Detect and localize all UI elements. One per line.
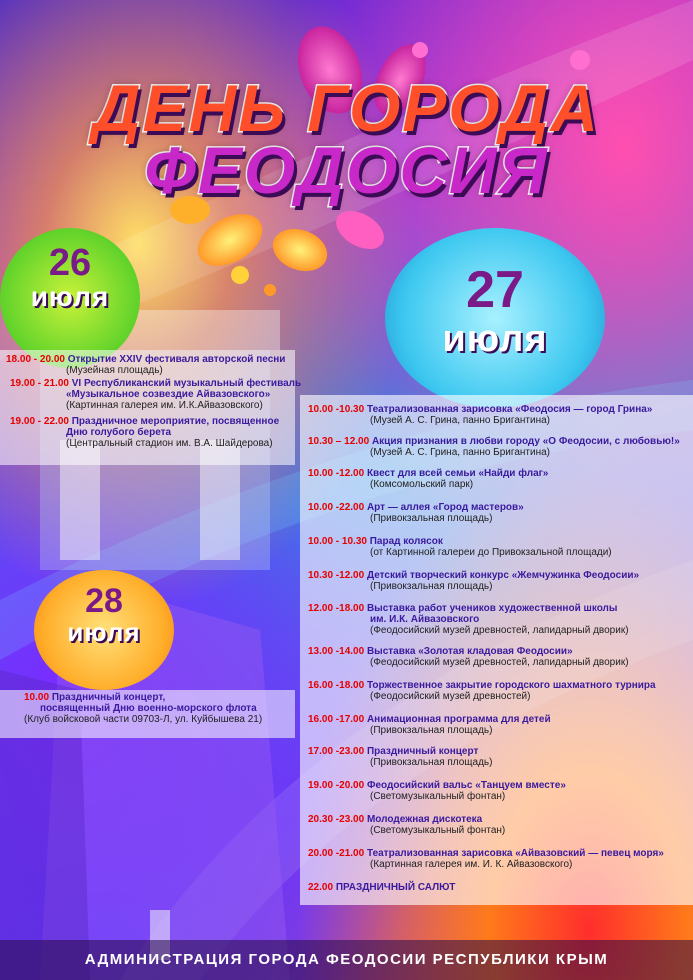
badge-month: июля [30,281,110,312]
date-badge-26 [0,228,140,368]
event-27-4: 10.00 -22.00 Арт — аллея «Город мастеров» (Привокзальная площадь) [308,502,524,524]
date-badge-28 [34,570,174,690]
event-27-9: 16.00 -18.00 Торжественное закрытие городского шахматного турнира (Феодосийский музей древностей) [308,680,656,702]
event-27-3: 10.00 -12.00 Квест для всей семьи «Найди флаг» (Комсомольский парк) [308,468,549,490]
event-27-7: 12.00 -18.00 Выставка работ учеников художественной школы им. И.К. Айвазовского (Феодосийский музей древностей, лапидарный дворик) [308,603,629,636]
event-26-2: 19.00 - 21.00 VI Республиканский музыкальный фестиваль «Музыкальное созвездие Айвазовского» (Картинная галерея им. И.К.Айвазовского) [10,378,302,411]
event-27-8: 13.00 -14.00 Выставка «Золотая кладовая Феодосии» (Феодосийский музей древностей, лапидарный дворик) [308,646,629,668]
event-27-2: 10.30 – 12.00 Акция признания в любви городу «О Феодосии, с любовью!» (Музей А. С. Грина, панно Бригантина) [308,436,680,458]
event-27-15: 22.00 ПРАЗДНИЧНЫЙ САЛЮТ [308,882,456,893]
badge-day: 28 [85,582,123,620]
title-line-1: ДЕНЬ ГОРОДА [92,71,601,145]
event-27-10: 16.00 -17.00 Анимационная программа для детей (Привокзальная площадь) [308,714,551,736]
event-26-3: 19.00 - 22.00 Праздничное мероприятие, посвященное Дню голубого берета (Центральный стадион им. В.А. Шайдерова) [10,416,280,449]
badge-month: июля [442,318,548,360]
date-badge-27 [385,228,605,408]
event-27-5: 10.00 - 10.30 Парад колясок (от Картинной галереи до Привокзальной площади) [308,536,612,558]
event-27-11: 17.00 -23.00 Праздничный концерт (Привокзальная площадь) [308,746,493,768]
footer-administration: АДМИНИСТРАЦИЯ ГОРОДА ФЕОДОСИИ РЕСПУБЛИКИ КРЫМ [0,940,693,980]
event-27-1: 10.00 -10.30 Театрализованная зарисовка «Феодосия — город Грина» (Музей А. С. Грина, панно Бригантина) [308,404,653,426]
badge-day: 26 [48,242,92,284]
event-27-14: 20.00 -21.00 Театрализованная зарисовка «Айвазовский — певец моря» (Картинная галерея им. И. К. Айвазовского) [308,848,664,870]
title-line-2: ФЕОДОСИЯ [144,133,549,207]
event-27-13: 20.30 -23.00 Молодежная дискотека (Светомузыкальный фонтан) [308,814,506,836]
event-27-12: 19.00 -20.00 Феодосийский вальс «Танцуем вместе» (Светомузыкальный фонтан) [308,780,566,802]
event-28-1: 10.00 Праздничный концерт, посвященный Дню военно-морского флота (Клуб войсковой части 09703-Л, ул. Куйбышева 21) [24,692,263,725]
event-27-6: 10.30 -12.00 Детский творческий конкурс «Жемчужинка Феодосии» (Привокзальная площадь) [308,570,640,592]
badge-day: 27 [466,261,524,319]
badge-month: июля [67,617,141,647]
event-26-1: 18.00 - 20.00 Открытие XXIV фестиваля авторской песни (Музейная площадь) [6,354,286,376]
